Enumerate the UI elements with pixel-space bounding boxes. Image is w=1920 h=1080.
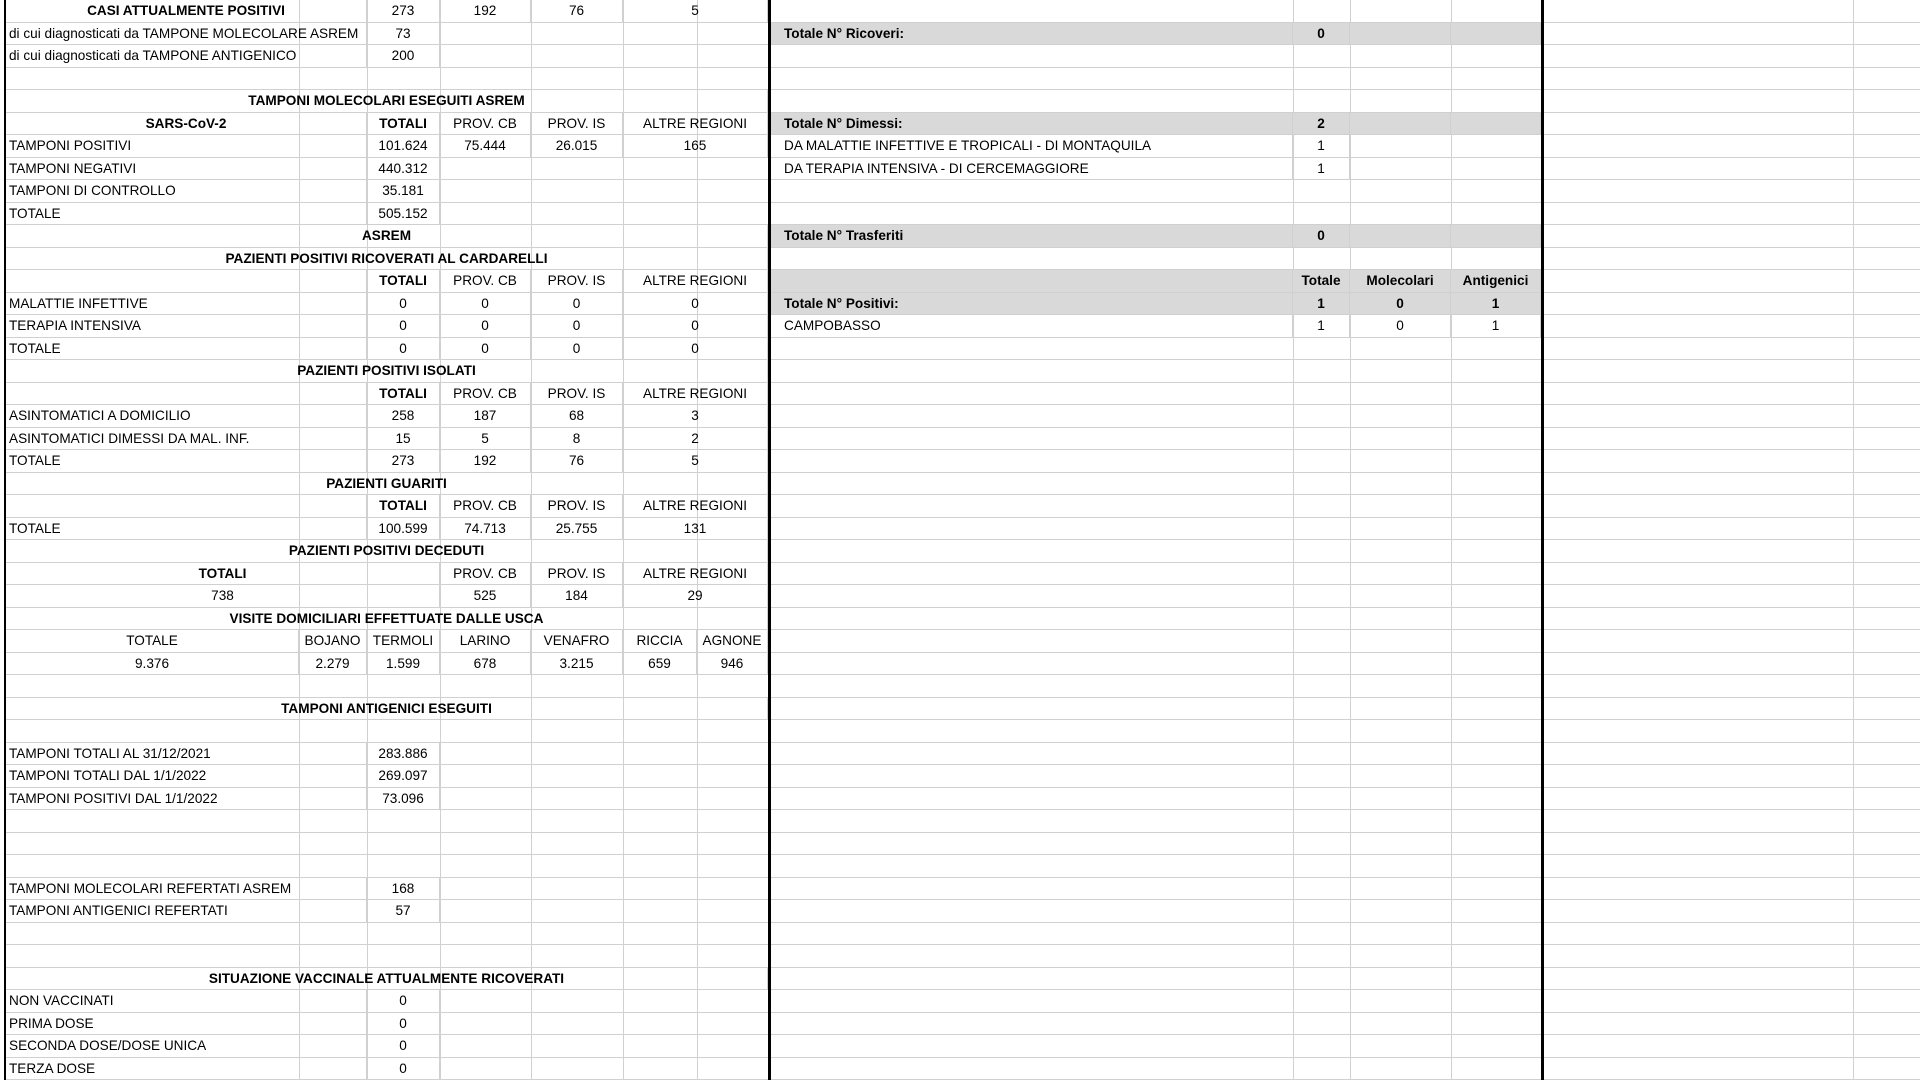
row-usca-header: [0, 630, 1920, 653]
cell-larino[interactable]: 678: [440, 653, 531, 676]
cell-positivi-totale[interactable]: 1: [1293, 293, 1350, 316]
cell-label[interactable]: TERZA DOSE: [6, 1058, 367, 1080]
cell-altre[interactable]: 0: [623, 338, 768, 361]
cell-label[interactable]: SECONDA DOSE/DOSE UNICA: [6, 1035, 367, 1058]
cell-totali[interactable]: 15: [367, 428, 440, 451]
cell-is[interactable]: 26.015: [531, 135, 623, 158]
cell-cb-header[interactable]: PROV. CB: [440, 563, 531, 586]
cell-termoli-header[interactable]: TERMOLI: [367, 630, 440, 653]
cell-totali[interactable]: 100.599: [367, 518, 440, 541]
gridline: [6, 944, 1920, 945]
cell-positivi-antigenici[interactable]: 1: [1451, 293, 1541, 316]
row-antigenici-title: [0, 698, 1920, 721]
cell-label[interactable]: TAMPONI ANTIGENICI REFERTATI: [6, 900, 367, 923]
cell-molecolari-header[interactable]: Molecolari: [1350, 270, 1451, 293]
cell-label[interactable]: TAMPONI POSITIVI DAL 1/1/2022: [6, 788, 367, 811]
cell-molecolare-value[interactable]: 73: [367, 23, 440, 46]
row-refertati-ant: [0, 900, 1920, 923]
cell-altre[interactable]: 0: [623, 293, 768, 316]
row-ricoveri: [0, 23, 1920, 46]
row-tamponi-totale: [0, 203, 1920, 226]
cell-altre-header[interactable]: ALTRE REGIONI: [623, 270, 768, 293]
cell-totali[interactable]: 101.624: [367, 135, 440, 158]
cell-value[interactable]: 1: [1293, 135, 1350, 158]
row-guariti-header: [0, 495, 1920, 518]
ricoverati-title[interactable]: PAZIENTI POSITIVI RICOVERATI AL CARDARELLI: [6, 248, 768, 271]
cell-cb[interactable]: 192: [440, 450, 531, 473]
cell-agnone-header[interactable]: AGNONE: [697, 630, 768, 653]
cell-totali[interactable]: 0: [367, 293, 440, 316]
cell-campobasso-label[interactable]: CAMPOBASSO: [771, 315, 1293, 338]
asrem-title[interactable]: ASREM: [6, 225, 768, 248]
cell-altre[interactable]: 3: [623, 405, 768, 428]
cell-label[interactable]: TAMPONI TOTALI DAL 1/1/2022: [6, 765, 367, 788]
cell-value[interactable]: 0: [367, 1058, 440, 1080]
row-isolati-totale: [0, 450, 1920, 473]
cell-totale-header[interactable]: TOTALE: [6, 630, 299, 653]
row-usca-values: [0, 653, 1920, 676]
cell-shaded[interactable]: [1451, 23, 1541, 46]
row-tamponi-mol-title: [0, 90, 1920, 113]
cell-label[interactable]: TAMPONI POSITIVI: [6, 135, 367, 158]
row-non-vaccinati: [0, 990, 1920, 1013]
row-deceduti-header: [0, 563, 1920, 586]
cell-empty[interactable]: [6, 495, 367, 518]
cell-label[interactable]: DA MALATTIE INFETTIVE E TROPICALI - DI MONTAQUILA: [771, 135, 1293, 158]
tamponi-mol-title[interactable]: TAMPONI MOLECOLARI ESEGUITI ASREM: [6, 90, 768, 113]
row-guariti-totale: [0, 518, 1920, 541]
cell-totali[interactable]: 738: [6, 585, 440, 608]
cell-riccia[interactable]: 659: [623, 653, 697, 676]
cell-campobasso-totale[interactable]: 1: [1293, 315, 1350, 338]
cell-cb-header[interactable]: PROV. CB: [440, 495, 531, 518]
cell-totali[interactable]: 35.181: [367, 180, 440, 203]
cell-label[interactable]: ASINTOMATICI DIMESSI DA MAL. INF.: [6, 428, 367, 451]
cell-campobasso-molecolari[interactable]: 0: [1350, 315, 1451, 338]
cell-antigenico-value[interactable]: 200: [367, 45, 440, 68]
row-antigenici-positivi: [0, 788, 1920, 811]
cell-label[interactable]: TAMPONI TOTALI AL 31/12/2021: [6, 743, 367, 766]
row-refertati-mol: [0, 878, 1920, 901]
cell-label[interactable]: TERAPIA INTENSIVA: [6, 315, 367, 338]
cell-ricoveri-label[interactable]: Totale N° Ricoveri:: [771, 23, 1293, 46]
cell-totali[interactable]: 0: [367, 338, 440, 361]
row-isolati-header: [0, 383, 1920, 406]
row-positivi-header: [0, 270, 1920, 293]
cell-sars-header[interactable]: SARS-CoV-2: [6, 113, 367, 136]
row-vaccinale-title: [0, 968, 1920, 991]
cell-altre-header[interactable]: ALTRE REGIONI: [623, 113, 768, 136]
isolati-title[interactable]: PAZIENTI POSITIVI ISOLATI: [6, 360, 768, 383]
row-deceduti-values: [0, 585, 1920, 608]
cell-is-header[interactable]: PROV. IS: [531, 113, 623, 136]
row-antigenici-2022: [0, 765, 1920, 788]
cell-molecolare-label[interactable]: di cui diagnosticati da TAMPONE MOLECOLARE ASREM: [6, 23, 367, 46]
cell-shaded[interactable]: [1350, 113, 1451, 136]
row-dimessi-1: [0, 135, 1920, 158]
cell-altre[interactable]: 131: [623, 518, 768, 541]
cell-altre[interactable]: 0: [623, 315, 768, 338]
cell-totali-header[interactable]: TOTALI: [367, 383, 440, 406]
row-antigenico: [0, 45, 1920, 68]
cell-totali-header[interactable]: TOTALI: [367, 113, 440, 136]
cell-dimessi-value[interactable]: 2: [1293, 113, 1350, 136]
antigenici-title[interactable]: TAMPONI ANTIGENICI ESEGUITI: [6, 698, 768, 721]
cell-trasferiti-label[interactable]: Totale N° Trasferiti: [771, 225, 1293, 248]
cell-label[interactable]: TAMPONI DI CONTROLLO: [6, 180, 367, 203]
cell-venafro-header[interactable]: VENAFRO: [531, 630, 623, 653]
cell-altre-header[interactable]: ALTRE REGIONI: [623, 563, 768, 586]
cell-label[interactable]: ASINTOMATICI A DOMICILIO: [6, 405, 367, 428]
cell-campobasso-antigenici[interactable]: 1: [1451, 315, 1541, 338]
cell-cb[interactable]: 75.444: [440, 135, 531, 158]
cell-altre-header[interactable]: ALTRE REGIONI: [623, 495, 768, 518]
cell-is[interactable]: 0: [531, 315, 623, 338]
cell-totali[interactable]: 440.312: [367, 158, 440, 181]
cell-shaded[interactable]: [1451, 225, 1541, 248]
row-dimessi-malinf: [0, 428, 1920, 451]
cell-value[interactable]: 73.096: [367, 788, 440, 811]
cell-antigenici-header[interactable]: Antigenici: [1451, 270, 1541, 293]
row-casi-positivi: [0, 0, 1920, 23]
cell-totali[interactable]: 258: [367, 405, 440, 428]
cell-altre-header[interactable]: ALTRE REGIONI: [623, 383, 768, 406]
cell-ricoveri-value[interactable]: 0: [1293, 23, 1350, 46]
cell-is-header[interactable]: PROV. IS: [531, 270, 623, 293]
cell-label[interactable]: TOTALE: [6, 203, 367, 226]
cell-altre[interactable]: 5: [623, 450, 768, 473]
cell-agnone[interactable]: 946: [697, 653, 768, 676]
cell-value[interactable]: 269.097: [367, 765, 440, 788]
cell-is[interactable]: 184: [531, 585, 623, 608]
row-ricoverati-totale: [0, 338, 1920, 361]
cell-value[interactable]: 283.886: [367, 743, 440, 766]
cell-altre[interactable]: 29: [623, 585, 768, 608]
row-prima-dose: [0, 1013, 1920, 1036]
cell-cb[interactable]: 0: [440, 293, 531, 316]
cell-venafro[interactable]: 3.215: [531, 653, 623, 676]
cell-larino-header[interactable]: LARINO: [440, 630, 531, 653]
row-ricoverati-title: [0, 248, 1920, 271]
gridline: [6, 832, 1920, 833]
cell-riccia-header[interactable]: RICCIA: [623, 630, 697, 653]
cell-totali[interactable]: 273: [367, 450, 440, 473]
cell-value[interactable]: 57: [367, 900, 440, 923]
cell-is-header[interactable]: PROV. IS: [531, 563, 623, 586]
row-dimessi: [0, 113, 1920, 136]
cell-casi-is[interactable]: 76: [531, 0, 623, 23]
usca-title[interactable]: VISITE DOMICILIARI EFFETTUATE DALLE USCA: [6, 608, 768, 631]
guariti-title[interactable]: PAZIENTI GUARITI: [6, 473, 768, 496]
row-domicilio: [0, 405, 1920, 428]
cell-value[interactable]: 0: [367, 990, 440, 1013]
row-antigenici-2021: [0, 743, 1920, 766]
cell-label[interactable]: TOTALE: [6, 338, 367, 361]
row-usca-title: [0, 608, 1920, 631]
cell-cb[interactable]: 0: [440, 338, 531, 361]
row-deceduti-title: [0, 540, 1920, 563]
cell-casi-totali[interactable]: 273: [367, 0, 440, 23]
cell-label[interactable]: TAMPONI MOLECOLARI REFERTATI ASREM: [6, 878, 367, 901]
cell-totale-header[interactable]: Totale: [1293, 270, 1350, 293]
cell-totali-header[interactable]: TOTALI: [6, 563, 440, 586]
row-campobasso: [0, 315, 1920, 338]
cell-value[interactable]: 0: [367, 1035, 440, 1058]
gridline: [6, 854, 1920, 855]
cell-label[interactable]: MALATTIE INFETTIVE: [6, 293, 367, 316]
cell-label[interactable]: DA TERAPIA INTENSIVA - DI CERCEMAGGIORE: [771, 158, 1293, 181]
cell-trasferiti-value[interactable]: 0: [1293, 225, 1350, 248]
row-seconda-dose: [0, 1035, 1920, 1058]
cell-cb[interactable]: 5: [440, 428, 531, 451]
cell-empty[interactable]: [6, 383, 367, 406]
row-guariti-title: [0, 473, 1920, 496]
deceduti-title[interactable]: PAZIENTI POSITIVI DECEDUTI: [6, 540, 768, 563]
cell-label[interactable]: PRIMA DOSE: [6, 1013, 367, 1036]
cell-cb[interactable]: 74.713: [440, 518, 531, 541]
cell-casi-cb[interactable]: 192: [440, 0, 531, 23]
cell-totali-header[interactable]: TOTALI: [367, 495, 440, 518]
cell-is[interactable]: 25.755: [531, 518, 623, 541]
cell-label[interactable]: TAMPONI NEGATIVI: [6, 158, 367, 181]
cell-dimessi-label[interactable]: Totale N° Dimessi:: [771, 113, 1293, 136]
cell-casi-altre[interactable]: 5: [623, 0, 768, 23]
cell-is-header[interactable]: PROV. IS: [531, 495, 623, 518]
cell-value[interactable]: 0: [367, 1013, 440, 1036]
cell-cb-header[interactable]: PROV. CB: [440, 383, 531, 406]
cell-shaded[interactable]: [771, 270, 1293, 293]
cell-is[interactable]: 8: [531, 428, 623, 451]
cell-is[interactable]: 76: [531, 450, 623, 473]
cell-positivi-label[interactable]: Totale N° Positivi:: [771, 293, 1293, 316]
row-trasferiti: [0, 225, 1920, 248]
cell-shaded[interactable]: [1451, 113, 1541, 136]
cell-cb[interactable]: 525: [440, 585, 531, 608]
cell-bojano-header[interactable]: BOJANO: [299, 630, 367, 653]
cell-totale[interactable]: 9.376: [6, 653, 299, 676]
cell-is[interactable]: 68: [531, 405, 623, 428]
cell-is[interactable]: 0: [531, 293, 623, 316]
cell-is-header[interactable]: PROV. IS: [531, 383, 623, 406]
cell-value[interactable]: 168: [367, 878, 440, 901]
cell-is[interactable]: 0: [531, 338, 623, 361]
cell-bojano[interactable]: 2.279: [299, 653, 367, 676]
vaccinale-title[interactable]: SITUAZIONE VACCINALE ATTUALMENTE RICOVERATI: [6, 968, 768, 991]
cell-cb-header[interactable]: PROV. CB: [440, 113, 531, 136]
cell-antigenico-label[interactable]: di cui diagnosticati da TAMPONE ANTIGENICO: [6, 45, 367, 68]
cell-totali-header[interactable]: TOTALI: [367, 270, 440, 293]
cell-casi-label[interactable]: CASI ATTUALMENTE POSITIVI: [6, 0, 367, 23]
cell-termoli[interactable]: 1.599: [367, 653, 440, 676]
row-terza-dose: [0, 1058, 1920, 1080]
cell-label[interactable]: TOTALE: [6, 450, 367, 473]
row-positivi: [0, 293, 1920, 316]
cell-cb[interactable]: 0: [440, 315, 531, 338]
cell-positivi-molecolari[interactable]: 0: [1350, 293, 1451, 316]
row-isolati-title: [0, 360, 1920, 383]
cell-value[interactable]: 1: [1293, 158, 1350, 181]
row-dimessi-2: [0, 158, 1920, 181]
cell-label[interactable]: NON VACCINATI: [6, 990, 367, 1013]
cell-totali[interactable]: 0: [367, 315, 440, 338]
cell-shaded[interactable]: [1350, 225, 1451, 248]
cell-shaded[interactable]: [1350, 23, 1451, 46]
row-tamponi-controllo: [0, 180, 1920, 203]
cell-cb-header[interactable]: PROV. CB: [440, 270, 531, 293]
cell-cb[interactable]: 187: [440, 405, 531, 428]
cell-totali[interactable]: 505.152: [367, 203, 440, 226]
cell-altre[interactable]: 2: [623, 428, 768, 451]
cell-altre[interactable]: 165: [623, 135, 768, 158]
cell-label[interactable]: TOTALE: [6, 518, 367, 541]
